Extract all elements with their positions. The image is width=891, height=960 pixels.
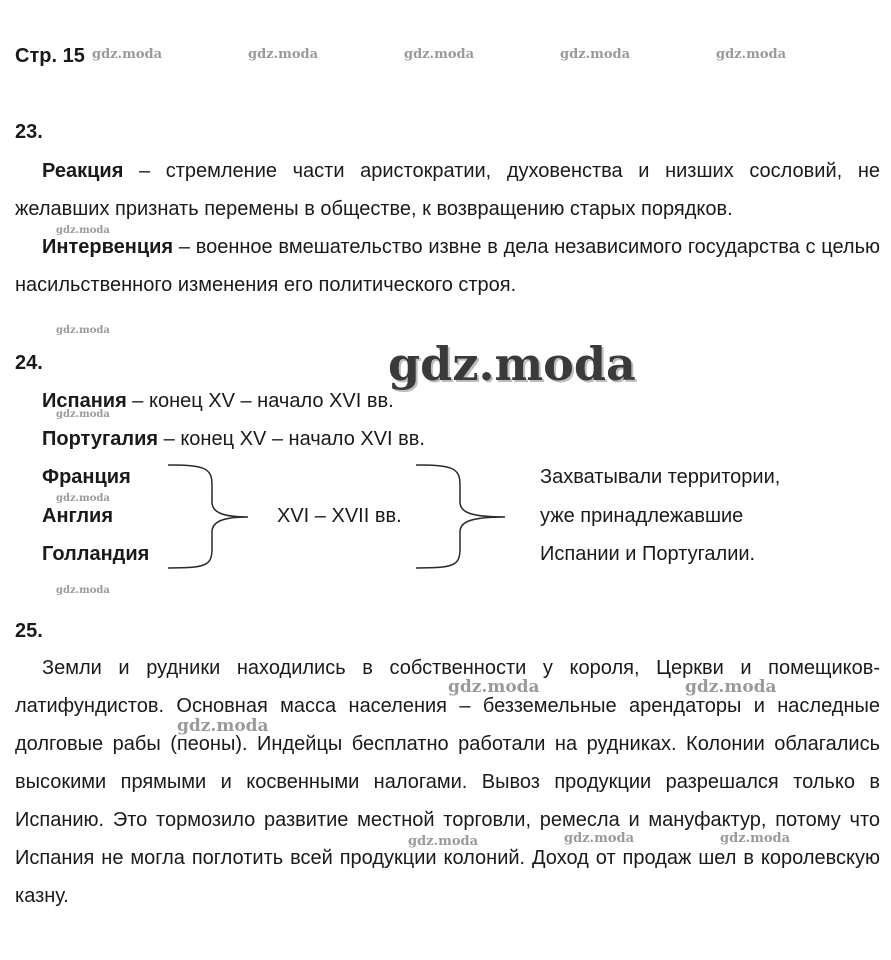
- watermark: gdz.moda: [177, 716, 269, 736]
- term-reaction: Реакция: [42, 160, 124, 182]
- term-portugal: Португалия: [42, 428, 159, 450]
- watermark: gdz.moda: [404, 47, 475, 62]
- result-line-3: Испании и Португалии.: [540, 543, 756, 565]
- watermark: gdz.moda: [92, 47, 163, 62]
- question-25-number: 25.: [15, 620, 43, 642]
- country-holland: Голландия: [42, 543, 150, 565]
- definition-intervention: – военное вмешательство извне в дела независимого государства с целью насильственного изменения его политического строя.: [15, 236, 880, 296]
- watermark-large: gdz.moda: [388, 337, 636, 391]
- question-24-number: 24.: [15, 352, 43, 374]
- country-england: Англия: [42, 505, 114, 527]
- term-spain: Испания: [42, 390, 127, 412]
- watermark: gdz.moda: [720, 831, 791, 846]
- left-brace: [168, 465, 248, 568]
- watermark: gdz.moda: [56, 493, 110, 504]
- watermark: gdz.moda: [685, 677, 777, 697]
- period-spain: – конец XV – начало XVI вв.: [126, 390, 394, 412]
- right-brace: [416, 465, 505, 568]
- watermark: gdz.moda: [56, 325, 110, 336]
- result-line-2: уже принадлежавшие: [540, 505, 744, 527]
- watermark: gdz.moda: [560, 47, 631, 62]
- watermark: gdz.moda: [564, 831, 635, 846]
- period-portugal: – конец XV – начало XVI вв.: [158, 428, 425, 450]
- definition-reaction: – стремление части аристократии, духовенства и низших сословий, не желавших признать перемены в обществе, к возвращению старых порядков.: [15, 160, 880, 220]
- page-label: Стр. 15: [15, 45, 85, 67]
- watermark: gdz.moda: [448, 677, 540, 697]
- watermark: gdz.moda: [248, 47, 319, 62]
- term-intervention: Интервенция: [42, 236, 174, 258]
- country-france: Франция: [42, 466, 131, 488]
- watermark: gdz.moda: [56, 225, 110, 236]
- watermark: gdz.moda: [56, 409, 110, 420]
- period-16-17: XVI – XVII вв.: [277, 505, 402, 527]
- question-23-number: 23.: [15, 121, 43, 143]
- result-line-1: Захватывали территории,: [540, 466, 781, 488]
- watermark: gdz.moda: [408, 834, 479, 849]
- watermark: gdz.moda: [716, 47, 787, 62]
- watermark: gdz.moda: [56, 585, 110, 596]
- q25-answer-text: Земли и рудники находились в собственности у короля, Церкви и помещиков-латифундистов. Основная масса населения – безземельные арендаторы и наследные долговые рабы (пеоны). Индейцы бесплатно работали на рудниках. Колонии облагались высокими прямыми и косвенными налогами. Вывоз продукции разрешался только в Испанию. Это тормозило развитие местной торговли, ремесла и мануфактур, потому что Испания не могла поглотить всей продукции колоний. Доход от продаж шел в королевскую казну.: [15, 657, 880, 907]
